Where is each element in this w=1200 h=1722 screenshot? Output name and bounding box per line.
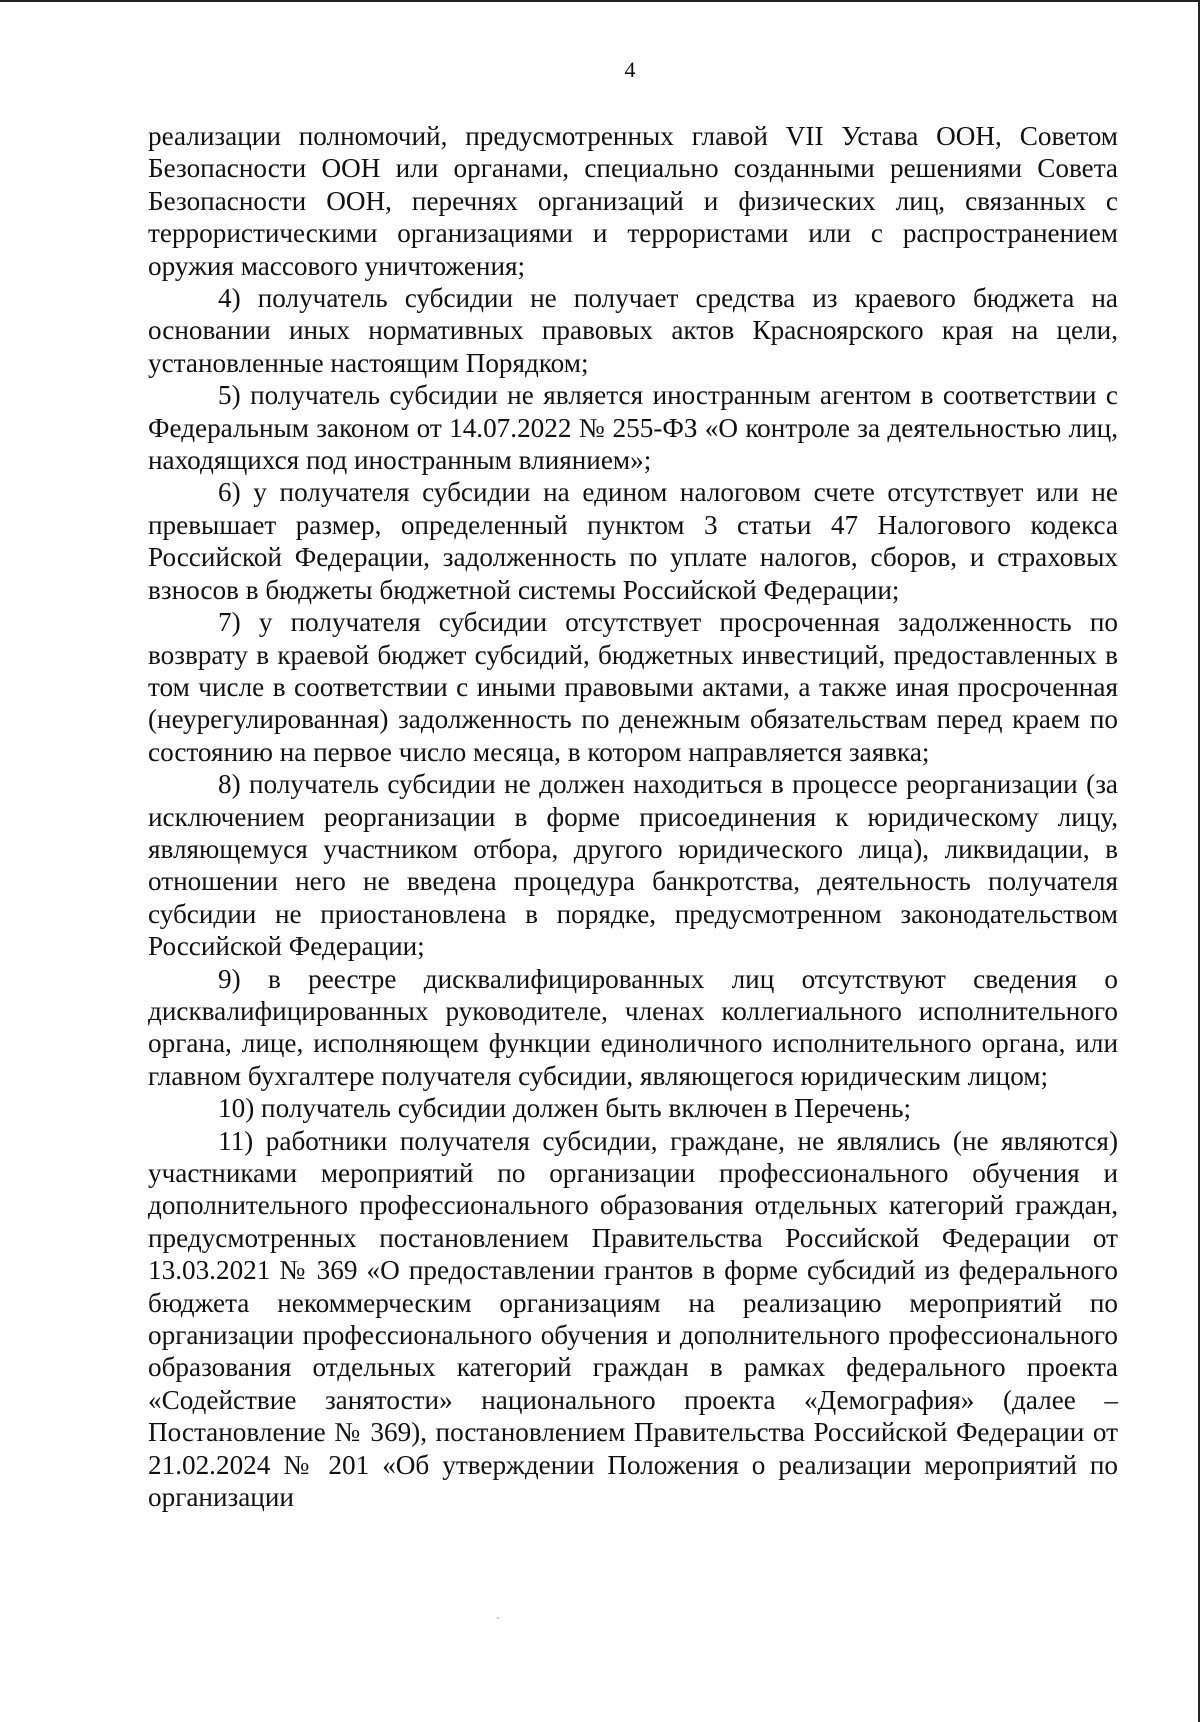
document-body: [148, 120, 1118, 1513]
paragraph-continuation: реализации полномочий, предусмотренных главой VII Устава ООН, Советом Безопасности ООН или органами, специально созданными решениями Совета Безопасности ООН, перечнях организаций и физических лиц, связанных с террористическими организациями и террористами или с распространением оружия массового уничтожения;: [148, 121, 1118, 281]
paragraph-item-8: 8) получатель субсидии не должен находиться в процессе реорганизации (за исключением реорганизации в форме присоединения к юридическому лицу, являющемуся участником отбора, другого юридического лица), ликвидации, в отношении него не введена процедура банкротства, деятельность получателя субсидии не приостановлена в порядке, предусмотренном законодательством Российской Федерации;: [148, 769, 1118, 962]
paragraph-item-10: 10) получатель субсидии должен быть включен в Перечень;: [218, 1093, 912, 1124]
page-number: 4: [624, 57, 636, 82]
paragraph-item-11: 11) работники получателя субсидии, граждане, не являлись (не являются) участниками мероприятий по организации профессионального обучения и дополнительного профессионального образования отдельных категорий граждан, предусмотренных постановлением Правительства Российской Федерации от 13.03.2021 № 369 «О предоставлении грантов в форме субсидий из федерального бюджета некоммерческим организациям на реализацию мероприятий по организации профессионального обучения и дополнительного профессионального образования отдельных категорий граждан в рамках федерального проекта «Содействие занятости» национального проекта «Демография» (далее – Постановление № 369), постановлением Правительства Российской Федерации от 21.02.2024 № 201 «Об утверждении Положения о реализации мероприятий по организации: [148, 1125, 1118, 1513]
paragraph-item-6: 6) у получателя субсидии на едином налоговом счете отсутствует или не превышает размер, определенный пунктом 3 статьи 47 Налогового кодекса Российской Федерации, задолженность по уплате налогов, сборов, и страховых взносов в бюджеты бюджетной системы Российской Федерации;: [148, 477, 1118, 605]
paragraph-item-9: 9) в реестре дисквалифицированных лиц отсутствуют сведения о дисквалифицированных руководителе, членах коллегиального исполнительного органа, лице, исполняющем функции единоличного исполнительного органа, или главном бухгалтере получателя субсидии, являющегося юридическим лицом;: [148, 963, 1118, 1091]
paragraph-item-5: 5) получатель субсидии не является иностранным агентом в соответствии с Федеральным законом от 14.07.2022 № 255-ФЗ «О контроле за деятельностью лиц, находящихся под иностранным влиянием»;: [148, 380, 1118, 476]
scan-speck: [497, 1617, 499, 1619]
paragraph-item-7: 7) у получателя субсидии отсутствует просроченная задолженность по возврату в краевой бюджет субсидий, бюджетных инвестиций, предоставленных в том числе в соответствии с иными правовыми актами, а также иная просроченная (неурегулированная) задолженность по денежным обязательствам перед краем по состоянию на первое число месяца, в котором направляется заявка;: [148, 607, 1118, 767]
paragraph-item-4: 4) получатель субсидии не получает средства из краевого бюджета на основании иных нормативных правовых актов Красноярского края на цели, установленные настоящим Порядком;: [148, 283, 1118, 378]
